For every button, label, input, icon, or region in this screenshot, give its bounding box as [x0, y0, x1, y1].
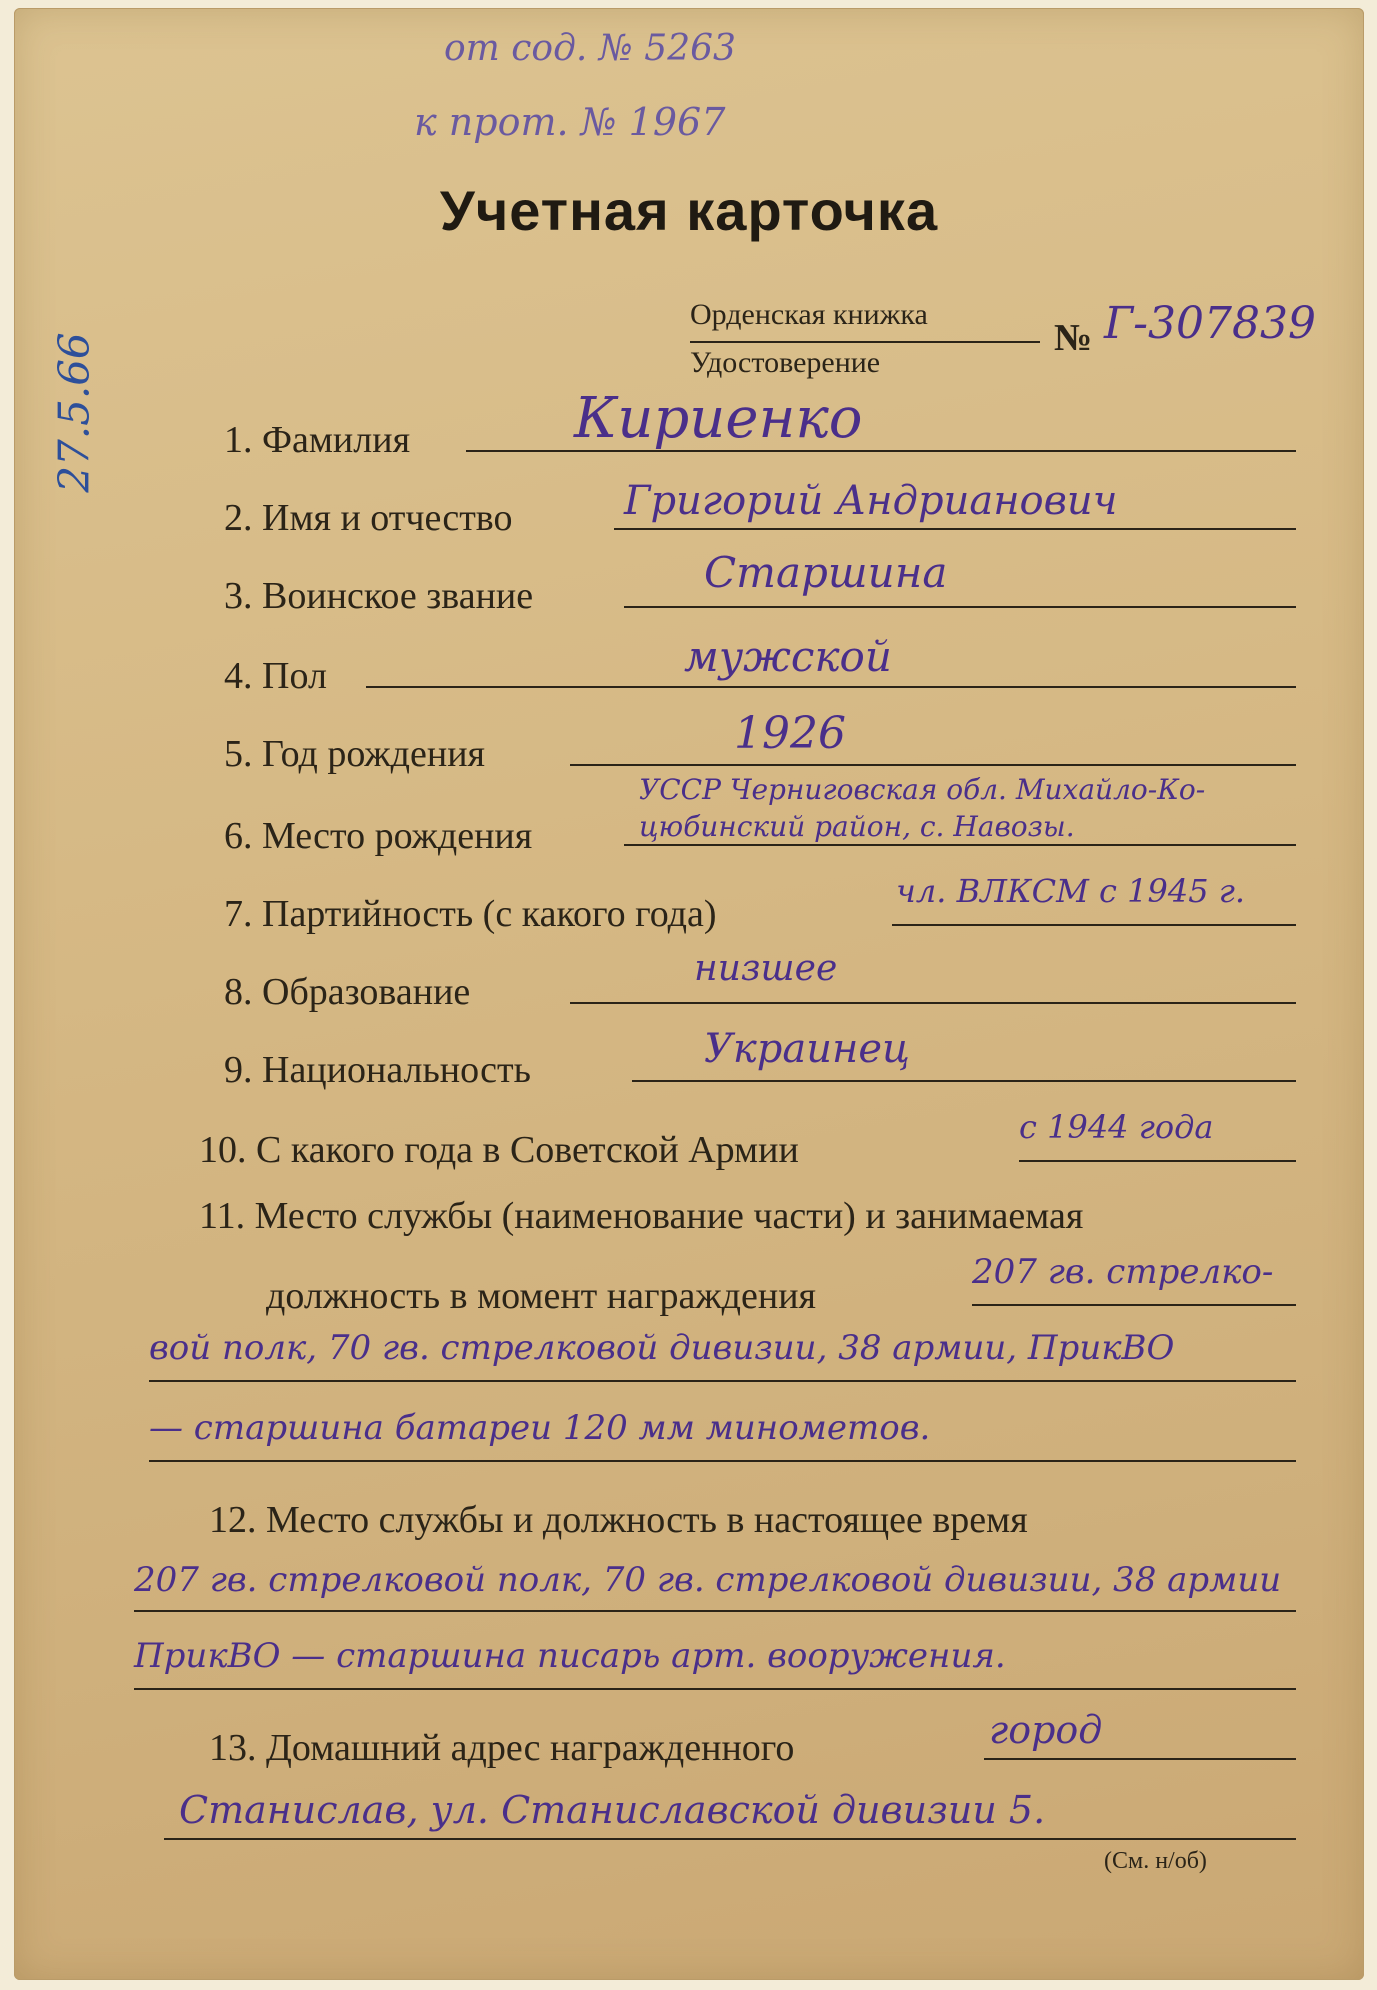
field-line-current-service-1 — [134, 1610, 1296, 1612]
field-label-surname: 1. Фамилия — [224, 419, 411, 461]
side-date-note: 27.5.66 — [49, 332, 99, 493]
field-label-birthplace: 6. Место рождения — [224, 815, 533, 857]
doc-type-option1: Орденская книжка — [690, 298, 928, 331]
field-value-home-address-line2: Станислав, ул. Станиславской дивизии 5. — [179, 1788, 1046, 1832]
field-label-army-since: 10. С какого года в Советской Армии — [199, 1129, 799, 1171]
field-value-current-service-line1: 207 гв. стрелковой полк, 70 гв. стрелковой дивизии, 38 армии — [134, 1560, 1282, 1600]
field-line-home-address-1 — [984, 1758, 1296, 1760]
registration-card — [14, 8, 1364, 1980]
doc-number-value: Г-307839 — [1104, 298, 1316, 349]
field-value-surname: Кириенко — [574, 386, 863, 451]
field-line-name — [614, 528, 1296, 530]
field-label-party: 7. Партийность (с какого года) — [224, 893, 717, 935]
field-line-birth-year — [570, 764, 1296, 766]
field-label-education: 8. Образование — [224, 971, 471, 1013]
field-line-army-since — [1019, 1160, 1296, 1162]
field-value-service-place-line2: вой полк, 70 гв. стрелковой дивизии, 38 армии, ПрикВО — [149, 1328, 1175, 1368]
field-value-birth-year: 1926 — [734, 708, 846, 759]
field-line-sex — [366, 686, 1296, 688]
top-note-line1: от сод. № 5263 — [444, 28, 736, 69]
field-line-education — [570, 1002, 1296, 1004]
field-label-service-place-line1: 11. Место службы (наименование части) и занимаемая — [199, 1195, 1084, 1237]
field-label-current-service: 12. Место службы и должность в настоящее время — [209, 1499, 1028, 1541]
field-label-sex: 4. Пол — [224, 655, 327, 697]
field-value-party: чл. ВЛКСМ с 1945 г. — [896, 872, 1246, 910]
doc-type-option2: Удостоверение — [690, 346, 881, 379]
field-value-army-since: с 1944 года — [1019, 1108, 1214, 1146]
field-line-service-place-2 — [149, 1380, 1296, 1382]
top-note-line2: к прот. № 1967 — [414, 100, 726, 144]
field-label-nationality: 9. Национальность — [224, 1049, 531, 1091]
card-title: Учетная карточка — [439, 179, 939, 242]
field-value-home-address-line1: город — [989, 1708, 1103, 1752]
field-value-rank: Старшина — [704, 548, 948, 597]
field-value-nationality: Украинец — [704, 1026, 910, 1072]
doc-type-divider — [690, 341, 1040, 343]
field-value-birthplace-line1: УССР Черниговская обл. Михайло-Ко- — [639, 773, 1206, 806]
field-label-name: 2. Имя и отчество — [224, 497, 513, 539]
field-label-rank: 3. Воинское звание — [224, 575, 534, 617]
field-line-home-address-2 — [164, 1838, 1296, 1840]
field-value-birthplace-line2: цюбинский район, с. Навозы. — [639, 810, 1075, 843]
field-line-birthplace — [624, 844, 1296, 846]
field-label-birth-year: 5. Год рождения — [224, 733, 486, 775]
field-line-nationality — [632, 1080, 1296, 1082]
field-label-home-address: 13. Домашний адрес награжденного — [209, 1727, 795, 1769]
footer-note: (См. н/об) — [1104, 1848, 1207, 1874]
field-value-service-place-line1: 207 гв. стрелко- — [972, 1252, 1274, 1292]
field-line-rank — [624, 606, 1296, 608]
field-value-service-place-line3: — старшина батареи 120 мм минометов. — [149, 1408, 931, 1448]
field-value-education: низшее — [694, 948, 838, 989]
field-line-service-place-3 — [149, 1460, 1296, 1462]
field-line-service-place-1 — [972, 1304, 1296, 1306]
field-line-current-service-2 — [134, 1688, 1296, 1690]
doc-number-sign: № — [1054, 317, 1093, 359]
field-value-name: Григорий Андрианович — [624, 478, 1118, 524]
field-value-sex: мужской — [684, 632, 892, 681]
field-label-service-place-line2: должность в момент награждения — [266, 1275, 817, 1317]
field-line-party — [892, 924, 1296, 926]
field-value-current-service-line2: ПрикВО — старшина писарь арт. вооружения. — [134, 1636, 1006, 1676]
